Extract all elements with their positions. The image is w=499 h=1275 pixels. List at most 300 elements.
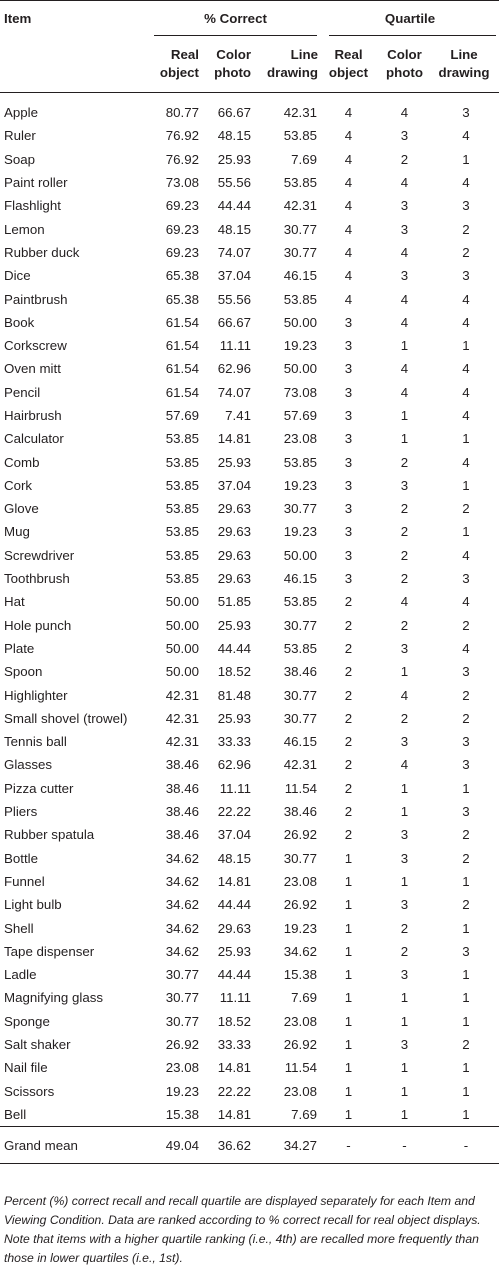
- q-line-drawing-cell: 3: [462, 105, 470, 121]
- q-color-photo-cell: 3: [400, 967, 409, 983]
- table-row: [0, 1103, 499, 1127]
- item-name-cell: Sponge: [4, 1013, 50, 1029]
- group-underline: [154, 35, 317, 36]
- pc-real-object-cell: 23.08: [165, 1060, 199, 1076]
- pc-color-photo-cell: 62.96: [217, 757, 251, 773]
- item-name-cell: Funnel: [4, 873, 45, 889]
- pc-line-drawing-cell: 7.69: [291, 990, 317, 1006]
- q-line-drawing-cell: 4: [462, 291, 470, 307]
- pc-color-photo-cell: 11.11: [219, 990, 251, 1006]
- pc-line-drawing-cell: 53.85: [283, 175, 317, 191]
- q-line-drawing-cell: 4: [462, 640, 470, 656]
- table-row: [0, 474, 499, 497]
- item-name-cell: Hole punch: [4, 617, 72, 633]
- q-line-drawing-cell: 1: [462, 524, 470, 540]
- pc-real-object-cell: 38.46: [165, 780, 199, 796]
- q-real-object-cell: 2: [344, 640, 353, 656]
- blank-header-cell: [0, 36, 150, 93]
- q-real-object-cell: 1: [344, 850, 353, 866]
- pc-line-drawing-cell: 11.54: [284, 1060, 317, 1076]
- q-line-drawing-cell: 2: [462, 710, 470, 726]
- pc-line-drawing-cell: 53.85: [283, 128, 317, 144]
- q-real-object-cell: 4: [344, 198, 353, 214]
- pc-real-object-cell: 42.31: [165, 710, 199, 726]
- item-name-cell: Cork: [4, 477, 33, 493]
- q-color-photo-cell: 4: [400, 314, 409, 330]
- pc-color-photo-cell: 11.11: [219, 338, 251, 354]
- pc-color-photo-cell: 55.56: [217, 291, 251, 307]
- pc-line-drawing-cell: 57.69: [283, 408, 317, 423]
- pc-color-photo-cell: 29.63: [217, 547, 251, 563]
- q-real-object-header: Real object: [321, 36, 376, 93]
- item-name-cell: Magnifying glass: [4, 990, 104, 1006]
- quartile-label: Quartile: [384, 11, 436, 26]
- q-color-photo-cell: 3: [400, 827, 409, 843]
- pc-line-drawing-cell: 50.00: [283, 547, 317, 563]
- item-name-cell: Apple: [4, 105, 39, 121]
- pc-real-object-cell: 50.00: [165, 594, 199, 610]
- item-name-cell: Shell: [4, 920, 34, 936]
- pc-line-drawing-cell: 30.77: [283, 710, 317, 726]
- q-line-drawing-cell: 3: [462, 757, 470, 773]
- pc-color-photo-cell: 29.63: [217, 501, 251, 517]
- q-line-drawing-cell: 4: [462, 314, 470, 330]
- table-row: [0, 847, 499, 870]
- pc-real-object-cell: 34.62: [165, 897, 199, 913]
- item-name-cell: Tape dispenser: [4, 943, 95, 959]
- q-color-photo-cell: 3: [400, 640, 409, 656]
- pc-real-object-cell: 61.54: [165, 338, 199, 354]
- table-row: [0, 823, 499, 846]
- table-row: [0, 707, 499, 730]
- q-color-photo-cell: 3: [400, 734, 409, 750]
- table-row: [0, 1010, 499, 1033]
- pc-real-object-cell: 80.77: [165, 105, 199, 121]
- pc-real-object-cell: 65.38: [165, 268, 199, 284]
- pc-real-object-cell: 26.92: [165, 1037, 199, 1053]
- q-color-photo-cell: 1: [400, 1060, 409, 1076]
- pc-real-object-cell: 61.54: [165, 314, 199, 330]
- q-color-photo-cell: 2: [400, 571, 409, 587]
- table-row: [0, 683, 499, 706]
- item-name-cell: Soap: [4, 151, 36, 167]
- item-name-cell: Light bulb: [4, 897, 62, 913]
- table-row: [0, 241, 499, 264]
- pc-line-drawing-cell: 38.46: [283, 664, 317, 680]
- item-name-cell: Small shovel (trowel): [4, 710, 128, 726]
- q-color-photo-cell: 1: [400, 664, 409, 680]
- pc-line-drawing-cell: 19.23: [283, 524, 317, 540]
- q-line-drawing-cell: 1: [462, 780, 470, 796]
- table-row: [0, 264, 499, 287]
- table-row: [0, 753, 499, 776]
- q-real-object-cell: 3: [344, 571, 353, 587]
- item-name-cell: Toothbrush: [4, 571, 70, 587]
- q-line-drawing-cell: 3: [462, 943, 470, 959]
- table-row: [0, 450, 499, 473]
- q-real-object-cell: 1: [344, 943, 353, 959]
- pc-line-drawing-cell: 7.69: [291, 1106, 317, 1122]
- pc-line-drawing-cell: 30.77: [283, 687, 317, 703]
- table-row: [0, 520, 499, 543]
- q-real-object-cell: 4: [344, 244, 353, 260]
- table-row: [0, 777, 499, 800]
- pc-real-object-cell: 50.00: [165, 664, 199, 680]
- pc-line-drawing-cell: 73.08: [283, 384, 317, 400]
- q-color-photo-cell: 2: [400, 710, 409, 726]
- q-line-drawing-cell: 2: [462, 850, 470, 866]
- item-name-cell: Oven mitt: [4, 361, 61, 377]
- table-row: [0, 311, 499, 334]
- pc-real-object-cell: 53.85: [165, 431, 199, 447]
- pc-real-object-cell: 53.85: [165, 454, 199, 470]
- group-underline: [329, 35, 496, 36]
- q-real-object-cell: 2: [344, 687, 353, 703]
- pc-real-object-cell: 42.31: [165, 734, 199, 750]
- item-name-cell: Scissors: [4, 1083, 55, 1099]
- item-name-cell: Calculator: [4, 431, 64, 447]
- q-color-photo-cell: 3: [400, 268, 409, 284]
- q-color-photo-cell: 2: [400, 524, 409, 540]
- q-real-object-cell: 4: [344, 151, 353, 167]
- pc-real-object-cell: 65.38: [165, 291, 199, 307]
- pc-line-drawing-cell: 30.77: [283, 850, 317, 866]
- pc-line-drawing-cell: 46.15: [283, 571, 317, 587]
- q-line-drawing-cell: 4: [462, 361, 470, 377]
- pc-real-object-cell: 61.54: [165, 361, 199, 377]
- item-name-cell: Glasses: [4, 757, 53, 773]
- table-row: [0, 124, 499, 147]
- pc-color-photo-cell: 29.63: [217, 524, 251, 540]
- table-row: [0, 1033, 499, 1056]
- pc-line-drawing-cell: 15.38: [283, 967, 317, 983]
- pc-line-drawing-cell: 19.23: [283, 477, 317, 493]
- q-real-object-cell: 1: [344, 920, 353, 936]
- q-color-photo-cell: 1: [400, 780, 409, 796]
- q-line-drawing-cell: 2: [462, 897, 470, 913]
- q-color-photo-cell: 2: [400, 501, 409, 517]
- q-line-drawing-cell: 2: [462, 1037, 470, 1053]
- q-color-photo-cell: 2: [400, 547, 409, 563]
- q-color-photo-cell: 1: [400, 1013, 409, 1029]
- table-footnote: Percent (%) correct recall and recall quartile are displayed separately for each Item and Viewing Condition. Data are ranked according to % correct recall for real object displays. Note that items with a higher quartile ranking (i.e., 4th) are recalled more frequently than those in lower quartiles (i.e., 1st).: [4, 1194, 481, 1265]
- pc-real-object-cell: 69.23: [165, 198, 199, 214]
- pc-real-object-cell: 57.69: [165, 408, 199, 423]
- table-row: [0, 497, 499, 520]
- pc-line-drawing-cell: 46.15: [283, 734, 317, 750]
- pc-line-drawing-cell: 23.08: [283, 873, 317, 889]
- q-line-drawing-cell: 2: [462, 687, 470, 703]
- item-name-cell: Screwdriver: [4, 547, 75, 563]
- table-row: [0, 800, 499, 823]
- pc-color-photo-cell: 37.04: [217, 477, 251, 493]
- pc-color-photo-cell: 14.81: [217, 1060, 251, 1076]
- item-name-cell: Corkscrew: [4, 338, 67, 354]
- q-real-object-cell: 3: [344, 314, 353, 330]
- pc-line-drawing-cell: 30.77: [283, 221, 317, 237]
- q-color-photo-mean-cell: -: [376, 1127, 433, 1164]
- pc-real-object-cell: 34.62: [165, 920, 199, 936]
- pc-color-photo-cell: 22.22: [217, 1083, 251, 1099]
- pc-real-object-cell: 30.77: [165, 1013, 199, 1029]
- table-row: [0, 357, 499, 380]
- grand-mean-row: [0, 1127, 499, 1164]
- q-line-drawing-cell: 3: [462, 268, 470, 284]
- q-real-object-cell: 1: [344, 1083, 353, 1099]
- q-color-photo-cell: 3: [400, 128, 409, 144]
- pc-real-object-cell: 53.85: [165, 571, 199, 587]
- pc-line-drawing-cell: 23.08: [283, 431, 317, 447]
- pc-real-object-cell: 76.92: [165, 151, 199, 167]
- q-real-object-cell: 4: [344, 221, 353, 237]
- q-line-drawing-cell: 4: [462, 547, 470, 563]
- table-row: [0, 637, 499, 660]
- q-line-drawing-cell: 1: [462, 431, 470, 447]
- q-real-object-cell: 1: [344, 1013, 353, 1029]
- item-name-cell: Hairbrush: [4, 408, 62, 423]
- q-real-object-cell: 2: [344, 734, 353, 750]
- table-row: [0, 963, 499, 986]
- q-real-object-cell: 1: [344, 873, 353, 889]
- pc-real-object-cell: 53.85: [165, 477, 199, 493]
- q-real-object-cell: 2: [344, 804, 353, 820]
- q-line-drawing-cell: 3: [462, 804, 470, 820]
- item-name-cell: Pizza cutter: [4, 780, 74, 796]
- q-color-photo-cell: 4: [400, 687, 409, 703]
- table-row: [0, 614, 499, 637]
- q-color-photo-cell: 4: [400, 384, 409, 400]
- q-real-object-cell: 4: [344, 268, 353, 284]
- q-real-object-cell: 1: [344, 1106, 353, 1122]
- q-real-object-cell: 2: [344, 780, 353, 796]
- pc-color-photo-cell: 14.81: [217, 431, 251, 447]
- pc-real-object-cell: 53.85: [165, 524, 199, 540]
- pc-color-photo-cell: 18.52: [217, 1013, 251, 1029]
- q-real-object-cell: 3: [344, 338, 353, 354]
- pc-line-drawing-cell: 30.77: [283, 244, 317, 260]
- q-line-drawing-cell: 1: [462, 1106, 470, 1122]
- table-row: [0, 660, 499, 683]
- q-line-drawing-cell: 2: [462, 827, 470, 843]
- pc-line-drawing-cell: 53.85: [283, 594, 317, 610]
- q-line-drawing-cell: 3: [462, 198, 470, 214]
- q-line-drawing-header: Line drawing: [433, 36, 499, 93]
- percent-correct-group-header: [150, 1, 321, 37]
- q-real-object-cell: 3: [344, 431, 353, 447]
- q-real-object-cell: 3: [344, 524, 353, 540]
- pc-line-drawing-cell: 50.00: [283, 361, 317, 377]
- pc-line-drawing-cell: 46.15: [283, 268, 317, 284]
- q-line-drawing-cell: 4: [462, 408, 470, 423]
- table-row: [0, 870, 499, 893]
- item-name-cell: Comb: [4, 454, 40, 470]
- q-real-object-cell: 2: [344, 710, 353, 726]
- item-name-cell: Bottle: [4, 850, 39, 866]
- header-row-groups: [0, 1, 499, 37]
- q-color-photo-cell: 1: [400, 873, 409, 889]
- q-real-object-cell: 2: [344, 617, 353, 633]
- pc-line-drawing-cell: 26.92: [283, 1037, 317, 1053]
- pc-color-photo-cell: 25.93: [217, 943, 251, 959]
- q-real-object-cell: 3: [344, 547, 353, 563]
- item-name-cell: Highlighter: [4, 687, 68, 703]
- table-row: [0, 287, 499, 310]
- pc-real-object-cell: 50.00: [165, 617, 199, 633]
- item-name-cell: Paintbrush: [4, 291, 68, 307]
- pc-real-object-cell: 38.46: [165, 757, 199, 773]
- pc-line-drawing-cell: 26.92: [283, 897, 317, 913]
- q-line-drawing-cell: 1: [462, 873, 470, 889]
- q-line-drawing-cell: 4: [462, 454, 470, 470]
- table-row: [0, 1056, 499, 1079]
- q-real-object-cell: 3: [344, 384, 353, 400]
- table-row: [0, 171, 499, 194]
- pc-real-object-cell: 73.08: [165, 175, 199, 191]
- pc-line-drawing-cell: 30.77: [283, 617, 317, 633]
- pc-color-photo-cell: 29.63: [217, 920, 251, 936]
- pc-real-object-cell: 50.00: [165, 640, 199, 656]
- q-color-photo-cell: 1: [400, 1083, 409, 1099]
- pc-color-photo-cell: 33.33: [217, 1037, 251, 1053]
- pc-line-drawing-cell: 42.31: [283, 198, 317, 214]
- item-name-cell: Rubber duck: [4, 244, 80, 260]
- q-line-drawing-cell: 1: [462, 477, 470, 493]
- q-color-photo-cell: 2: [400, 454, 409, 470]
- item-name-cell: Mug: [4, 524, 30, 540]
- q-color-photo-cell: 4: [400, 291, 409, 307]
- table-row: [0, 730, 499, 753]
- table-row: [0, 940, 499, 963]
- pc-color-photo-cell: 74.07: [217, 384, 251, 400]
- pc-color-photo-cell: 44.44: [217, 897, 251, 913]
- pc-real-object-cell: 38.46: [165, 827, 199, 843]
- table-row: [0, 148, 499, 171]
- q-color-photo-cell: 1: [400, 338, 409, 354]
- table-row: [0, 567, 499, 590]
- pc-color-photo-cell: 37.04: [217, 827, 251, 843]
- q-color-photo-cell: 4: [400, 244, 409, 260]
- pc-color-photo-cell: 25.93: [217, 710, 251, 726]
- q-color-photo-cell: 2: [400, 920, 409, 936]
- q-real-object-cell: 4: [344, 128, 353, 144]
- pc-line-drawing-header: Line drawing: [254, 36, 321, 93]
- header-row-conditions: [0, 36, 499, 93]
- table-row: [0, 381, 499, 404]
- pc-real-object-cell: 30.77: [165, 967, 199, 983]
- table-row: [0, 986, 499, 1009]
- q-real-object-cell: 2: [344, 757, 353, 773]
- q-color-photo-cell: 3: [400, 850, 409, 866]
- item-name-cell: Spoon: [4, 664, 43, 680]
- pc-color-photo-cell: 44.44: [217, 640, 251, 656]
- q-real-object-cell: 1: [344, 967, 353, 983]
- item-name-cell: Tennis ball: [4, 734, 67, 750]
- pc-line-drawing-cell: 19.23: [283, 920, 317, 936]
- pc-color-photo-cell: 37.04: [217, 268, 251, 284]
- item-name-cell: Lemon: [4, 221, 45, 237]
- q-color-photo-cell: 1: [400, 408, 409, 423]
- pc-real-object-cell: 42.31: [165, 687, 199, 703]
- table-row: [0, 334, 499, 357]
- q-line-drawing-cell: 1: [462, 338, 470, 354]
- pc-line-drawing-cell: 19.23: [283, 338, 317, 354]
- q-line-drawing-cell: 1: [462, 1060, 470, 1076]
- table-row: [0, 590, 499, 613]
- item-name-cell: Nail file: [4, 1060, 48, 1076]
- pc-color-photo-cell: 25.93: [217, 151, 251, 167]
- pc-real-object-cell: 53.85: [165, 501, 199, 517]
- pc-color-photo-cell: 44.44: [217, 967, 251, 983]
- pc-line-drawing-cell: 7.69: [291, 151, 317, 167]
- pc-real-object-cell: 34.62: [165, 873, 199, 889]
- q-color-photo-cell: 1: [400, 990, 409, 1006]
- q-line-drawing-cell: 3: [462, 571, 470, 587]
- q-color-photo-cell: 4: [400, 757, 409, 773]
- pc-color-photo-cell: 66.67: [217, 105, 251, 121]
- pc-line-drawing-cell: 38.46: [283, 804, 317, 820]
- q-color-photo-cell: 2: [400, 943, 409, 959]
- q-color-photo-cell: 3: [400, 198, 409, 214]
- table-row: [0, 916, 499, 939]
- q-line-drawing-cell: 2: [462, 221, 470, 237]
- q-line-drawing-cell: 4: [462, 128, 470, 144]
- table-row: [0, 1079, 499, 1102]
- q-color-photo-cell: 3: [400, 477, 409, 493]
- table-row: [0, 893, 499, 916]
- pc-color-photo-cell: 44.44: [217, 198, 251, 214]
- pc-color-photo-cell: 29.63: [217, 571, 251, 587]
- q-line-drawing-cell: 2: [462, 501, 470, 517]
- item-name-cell: Dice: [4, 268, 31, 284]
- pc-real-object-cell: 38.46: [165, 804, 199, 820]
- q-line-drawing-cell: 2: [462, 244, 470, 260]
- pc-real-object-mean-cell: 49.04: [150, 1127, 202, 1164]
- pc-color-photo-mean-cell: 36.62: [202, 1127, 254, 1164]
- pc-line-drawing-cell: 53.85: [283, 640, 317, 656]
- pc-real-object-cell: 30.77: [165, 990, 199, 1006]
- q-color-photo-cell: 1: [400, 1106, 409, 1122]
- q-real-object-cell: 1: [344, 1037, 353, 1053]
- q-color-photo-cell: 4: [400, 594, 409, 610]
- item-name-cell: Plate: [4, 640, 35, 656]
- q-color-photo-cell: 3: [400, 221, 409, 237]
- table-row: [0, 427, 499, 450]
- q-line-drawing-cell: 4: [462, 175, 470, 191]
- q-real-object-cell: 3: [344, 408, 353, 423]
- q-color-photo-cell: 1: [400, 804, 409, 820]
- q-real-object-cell: 1: [344, 897, 353, 913]
- item-name-cell: Glove: [4, 501, 39, 517]
- table-row: [0, 93, 499, 125]
- q-line-drawing-cell: 4: [462, 594, 470, 610]
- pc-real-object-cell: 69.23: [165, 244, 199, 260]
- q-real-object-cell: 4: [344, 175, 353, 191]
- pc-real-object-cell: 61.54: [165, 384, 199, 400]
- q-real-object-cell: 3: [344, 454, 353, 470]
- item-column-header: Item: [0, 1, 150, 37]
- pc-line-drawing-cell: 34.62: [283, 943, 317, 959]
- q-line-drawing-cell: 1: [462, 151, 470, 167]
- q-real-object-mean-cell: -: [321, 1127, 376, 1164]
- pc-line-drawing-cell: 30.77: [283, 501, 317, 517]
- pc-real-object-cell: 53.85: [165, 547, 199, 563]
- pc-color-photo-cell: 22.22: [217, 804, 251, 820]
- pc-line-drawing-cell: 50.00: [283, 314, 317, 330]
- pc-color-photo-cell: 14.81: [217, 873, 251, 889]
- pc-color-photo-cell: 62.96: [217, 361, 251, 377]
- pc-line-drawing-cell: 11.54: [284, 780, 317, 796]
- pc-line-drawing-cell: 23.08: [283, 1083, 317, 1099]
